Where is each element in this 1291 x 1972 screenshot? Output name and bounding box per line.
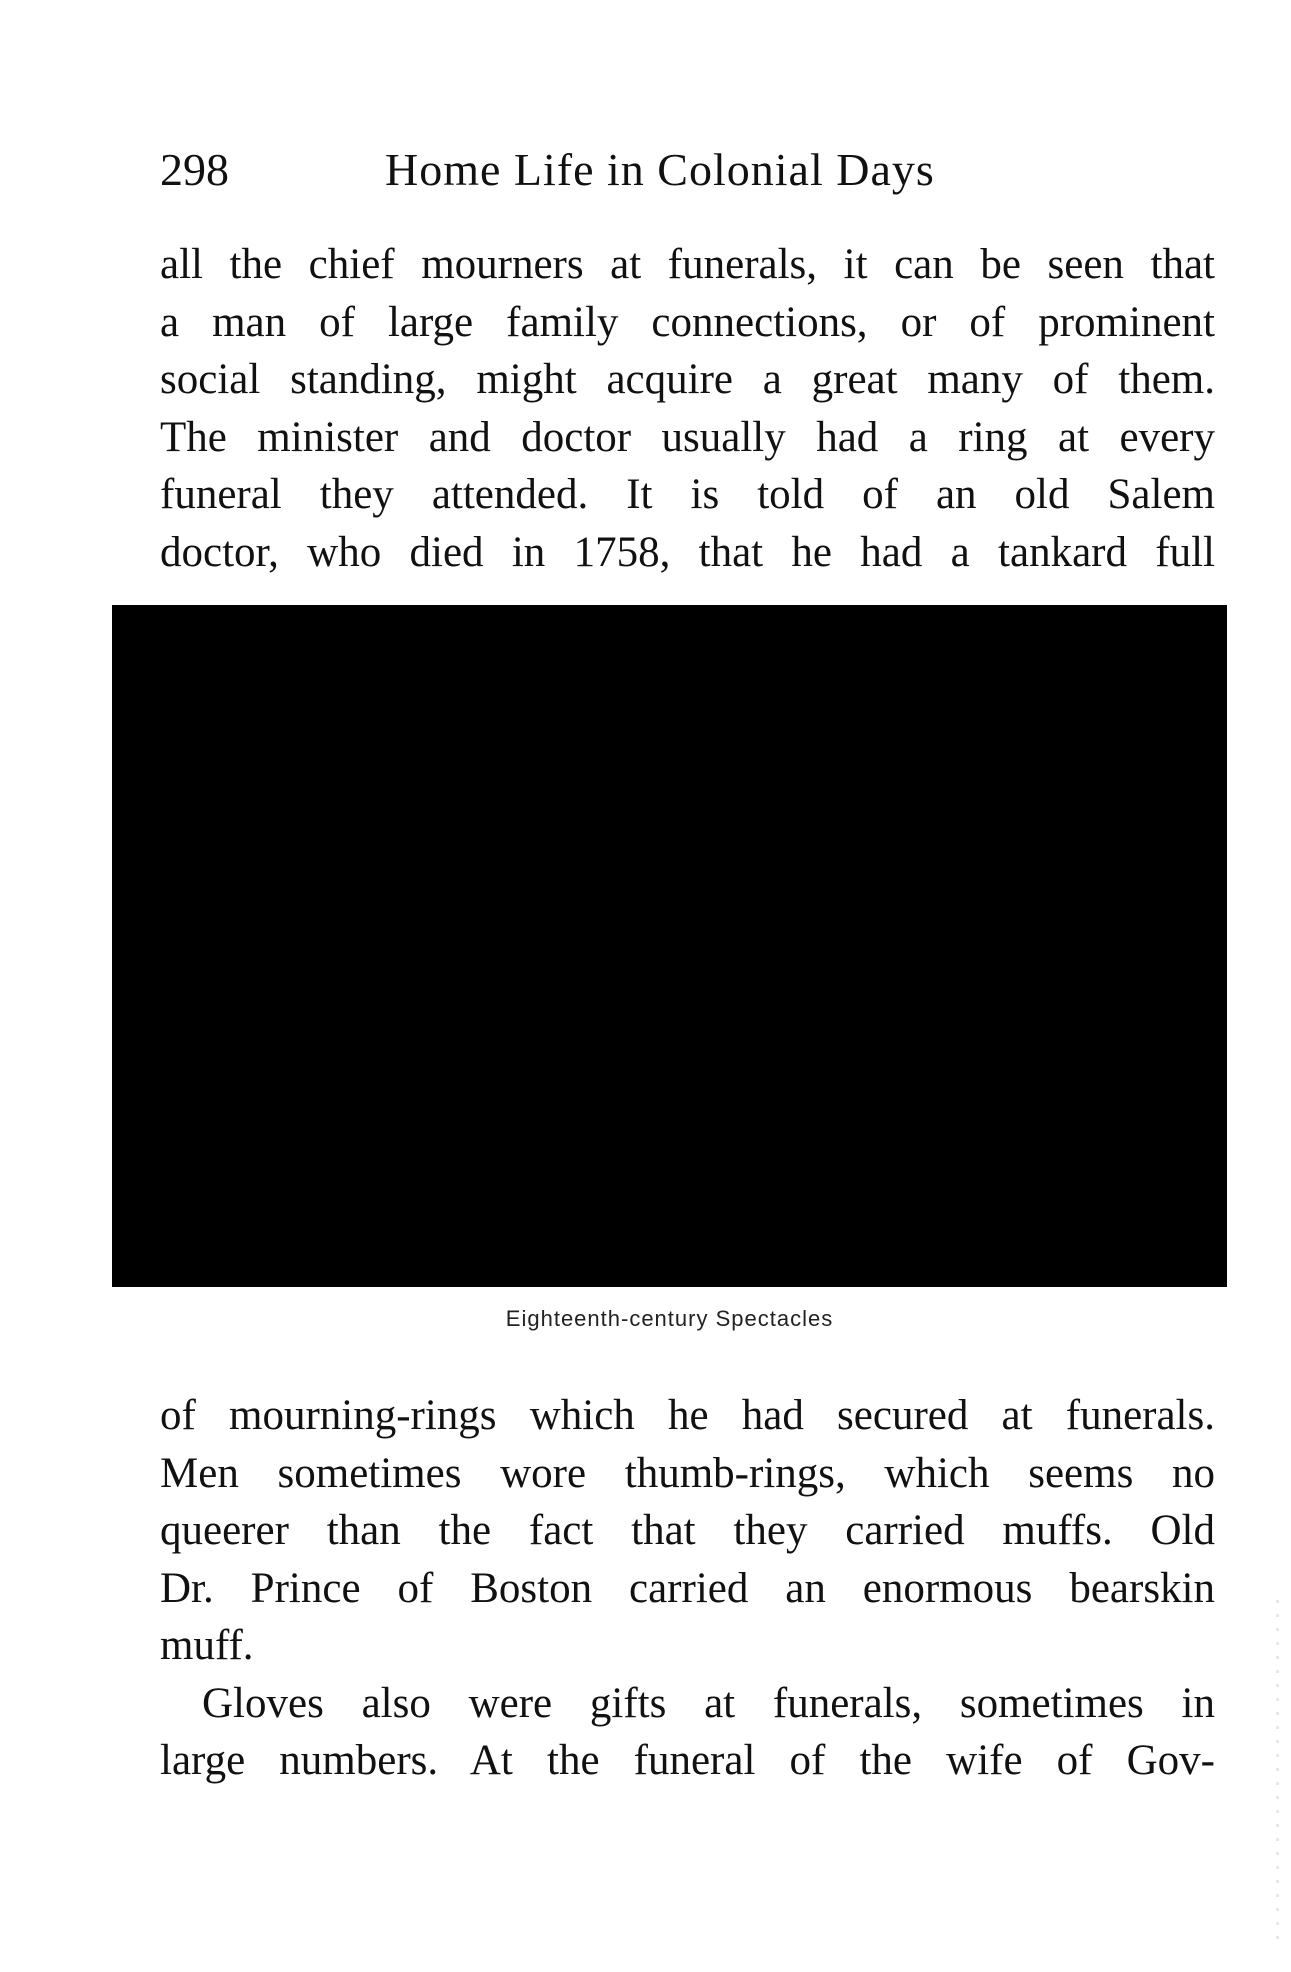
figure-caption: Eighteenth-century Spectacles xyxy=(505,1306,834,1331)
body-text-top xyxy=(160,236,1215,581)
text-line: muff. xyxy=(160,1622,254,1669)
body-text-bottom xyxy=(160,1387,1215,1790)
text-line: doctor, who died in 1758, that he had a tankard full xyxy=(160,528,1215,576)
page-header xyxy=(160,140,1060,200)
text-line: all the chief mourners at funerals, it can be seen that xyxy=(160,241,1215,288)
text-line: The minister and doctor usually had a ring at every xyxy=(160,413,1215,461)
text-line: Men sometimes wore thumb-rings, which seems no xyxy=(160,1449,1215,1497)
text-line: Dr. Prince of Boston carried an enormous bearskin xyxy=(160,1564,1215,1612)
running-title: Home Life in Colonial Days xyxy=(385,144,935,195)
figure-image xyxy=(112,605,1227,1287)
text-line: large numbers. At the funeral of the wife of Gov- xyxy=(160,1737,1215,1784)
page-number: 298 xyxy=(160,144,229,195)
text-line: social standing, might acquire a great many of them. xyxy=(160,356,1215,403)
text-line: funeral they attended. It is told of an old Salem xyxy=(160,471,1215,518)
text-line: a man of large family connections, or of prominent xyxy=(160,298,1215,346)
page-edge-marks xyxy=(1276,1600,1279,1940)
text-line: Gloves also were gifts at funerals, sometimes in xyxy=(202,1679,1215,1727)
text-line: queerer than the fact that they carried muffs. Old xyxy=(160,1507,1215,1554)
text-line: of mourning-rings which he had secured at funerals. xyxy=(160,1392,1215,1439)
